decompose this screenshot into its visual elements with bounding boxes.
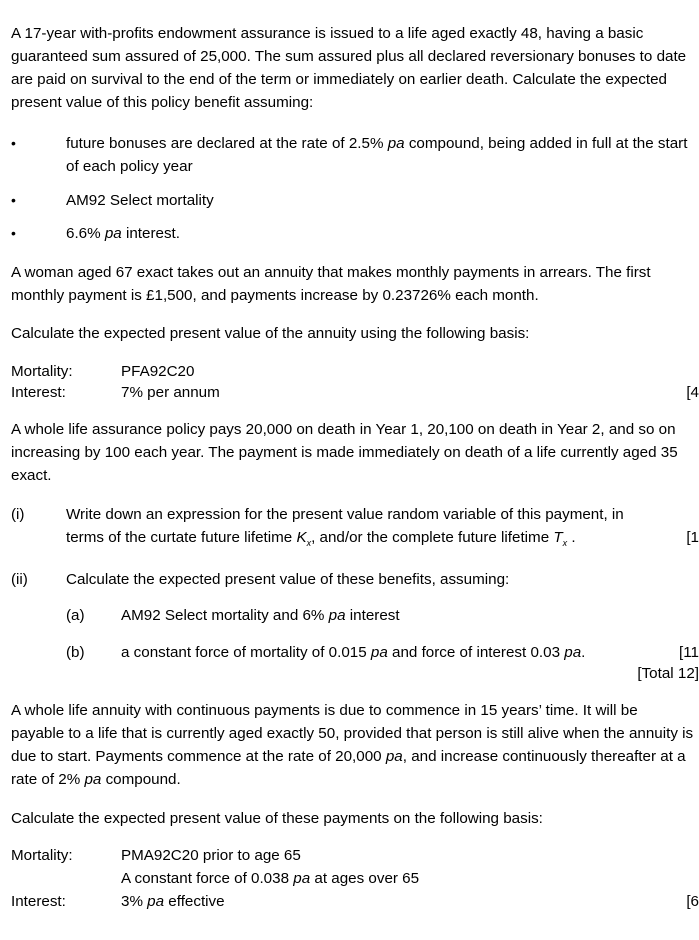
q3-part-ii-a xyxy=(11,604,695,627)
q3-part-ii-text: Calculate the expected present value of these benefits, assuming: xyxy=(66,571,510,588)
bullet-icon: • xyxy=(11,225,16,241)
q3-part-ii-b xyxy=(11,641,699,687)
q2-intro: A woman aged 67 exact takes out an annuity that makes monthly payments in arrears. The first monthly payment is £1,500, and payments increase by 0.23726% each month. xyxy=(11,264,651,304)
q4-intro: A whole life annuity with continuous payments is due to commence in 15 years’ time. It will be payable to a life that is currently aged exactly 50, provided that person is still alive when the annuity is due to start. Payments commence at the rate of 20,000 pa, and increase continuously thereafter at a rate of 2% pa compound. xyxy=(11,702,694,788)
q2-interest-label: Interest: xyxy=(11,384,66,401)
q2-interest-value: 7% per annum xyxy=(121,384,220,401)
q3-part-b-text: a constant force of mortality of 0.015 pa and force of interest 0.03 pa. xyxy=(121,644,586,661)
q1-bullet-2 xyxy=(11,189,695,212)
q3-part-b-label: (b) xyxy=(66,644,85,661)
q4-mortality-label: Mortality: xyxy=(11,847,73,864)
q4-calc: Calculate the expected present value of these payments on the following basis: xyxy=(11,810,543,827)
q4-basis-table xyxy=(11,844,699,914)
q3-part-i xyxy=(11,503,699,549)
q3-part-b-mark: [11 xyxy=(679,644,699,661)
q4-mortality-value-2: A constant force of 0.038 pa at ages over 65 xyxy=(121,870,420,887)
q3-part-ii xyxy=(11,568,695,591)
q4-mortality-value-1: PMA92C20 prior to age 65 xyxy=(121,847,301,864)
q3-part-i-text: Write down an expression for the present value random variable of this payment, in terms of the curtate future lifetime $K_x$, and/or the complete future lifetime $T_x$ . xyxy=(66,506,624,549)
q1-bullet-1 xyxy=(11,132,695,178)
q1-intro: A 17-year with-profits endowment assurance is issued to a life aged exactly 48, having a basic guaranteed sum assured of 25,000. The sum assured plus all declared reversionary bonuses to date are paid on survival to the end of the term or immediately on earlier death. Calculate the expected present value of this policy benefit assuming: xyxy=(11,25,687,111)
q3-part-a-text: AM92 Select mortality and 6% pa interest xyxy=(121,607,400,624)
q1-bullet-3 xyxy=(11,222,695,245)
q3-part-i-label: (i) xyxy=(11,506,25,523)
q3-part-ii-label: (ii) xyxy=(11,571,28,588)
q1-bullet-3-text: 6.6% pa interest. xyxy=(66,225,180,242)
q3-total-mark: [Total 12] xyxy=(637,665,699,682)
q1-bullet-1-text: future bonuses are declared at the rate of 2.5% pa compound, being added in full at the start of each policy year xyxy=(66,135,688,175)
q4-mark: [6 xyxy=(686,893,699,910)
q1-bullet-2-text: AM92 Select mortality xyxy=(66,192,214,209)
q3-part-i-mark: [1 xyxy=(686,529,699,546)
q4-interest-label: Interest: xyxy=(11,893,66,910)
bullet-icon: • xyxy=(11,192,16,208)
q3-part-a-label: (a) xyxy=(66,607,85,624)
q2-mortality-label: Mortality: xyxy=(11,363,73,380)
q2-basis-table xyxy=(11,360,699,406)
q2-mark: [4 xyxy=(686,384,699,401)
q2-calc: Calculate the expected present value of the annuity using the following basis: xyxy=(11,325,530,342)
q3-intro: A whole life assurance policy pays 20,000 on death in Year 1, 20,100 on death in Year 2, and so on increasing by 100 each year. The payment is made immediately on death of a life currently aged 35 exact. xyxy=(11,421,678,484)
bullet-icon: • xyxy=(11,135,16,151)
q2-mortality-value: PFA92C20 xyxy=(121,363,195,380)
q4-interest-value: 3% pa effective xyxy=(121,893,225,910)
